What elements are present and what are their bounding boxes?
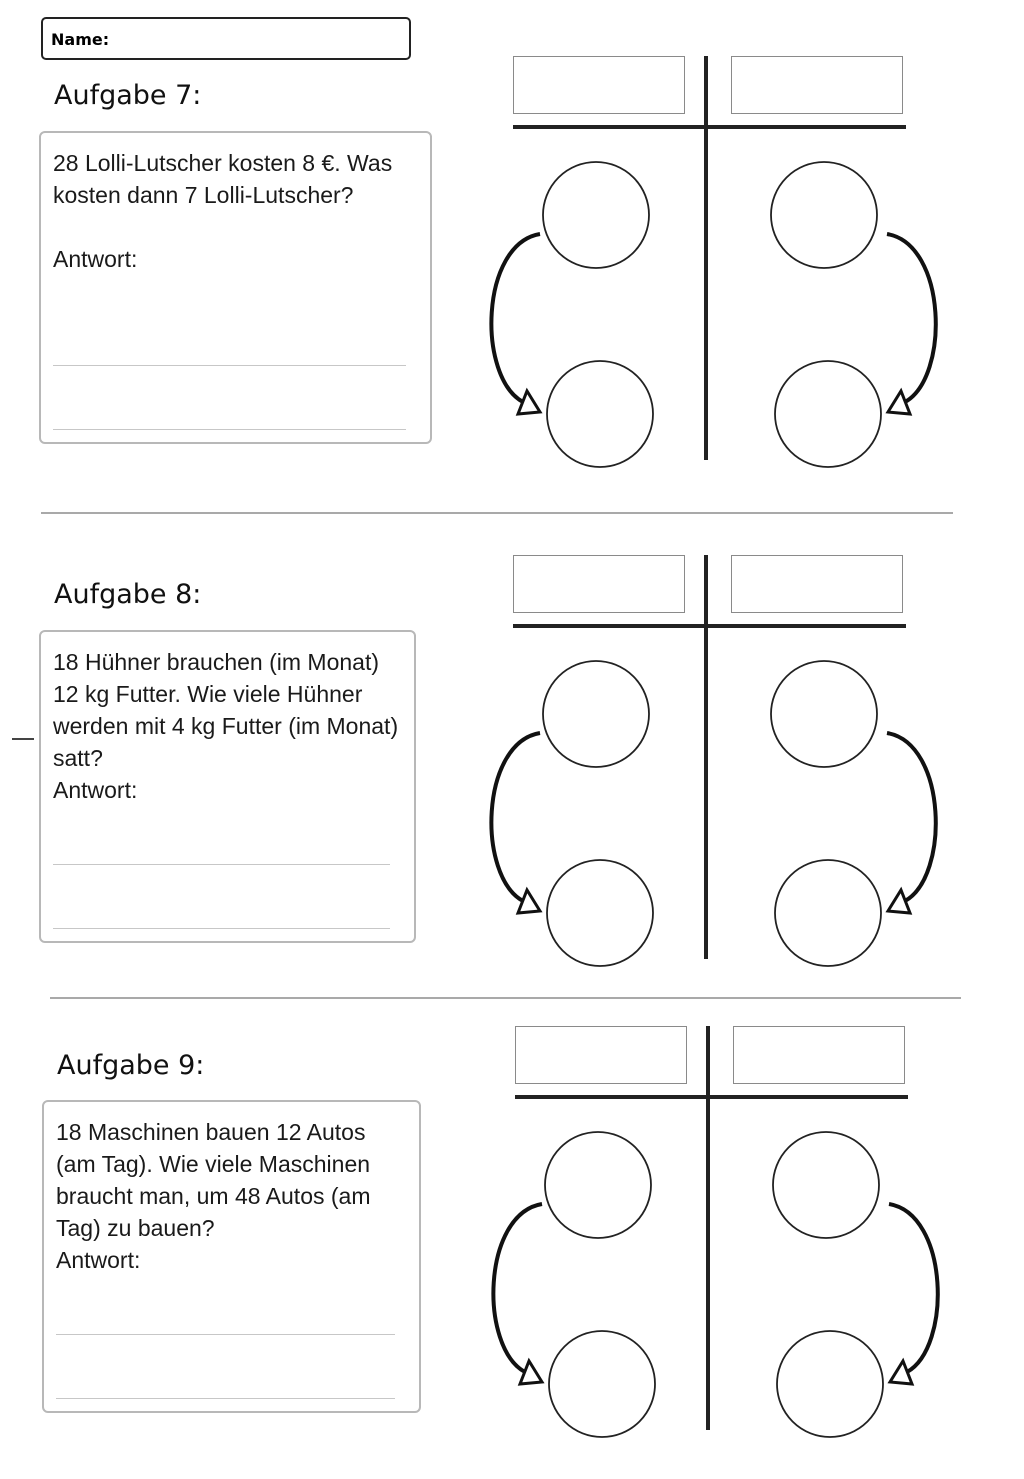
task-8-t-chart	[485, 551, 945, 971]
task-7-title: Aufgabe 7:	[54, 80, 202, 111]
name-field[interactable]	[41, 17, 411, 60]
task-8-circle-bottom-left[interactable]	[547, 860, 653, 966]
task-8-answer-label: Antwort:	[53, 777, 138, 803]
task-8-text	[53, 646, 403, 806]
task-8-arrow-right	[887, 733, 936, 901]
task-7-circle-top-left[interactable]	[543, 162, 649, 268]
task-8-circle-top-left[interactable]	[543, 661, 649, 767]
task-9-answer-line-1[interactable]	[56, 1334, 395, 1335]
task-7-t-chart	[485, 52, 945, 472]
task-9-box	[42, 1100, 421, 1413]
task-7-text	[53, 147, 408, 275]
task-8-box	[39, 630, 416, 943]
task-7-answer-label: Antwort:	[53, 246, 138, 272]
task-8-title: Aufgabe 8:	[54, 579, 202, 610]
task-9-circle-bottom-right[interactable]	[777, 1331, 883, 1437]
task-9-answer-line-2[interactable]	[56, 1398, 395, 1399]
task-9-title: Aufgabe 9:	[57, 1050, 205, 1081]
task-7-question: 28 Lolli-Lutscher kosten 8 €. Was kosten dann 7 Lolli-Lutscher?	[53, 150, 393, 208]
task-9-diagram	[487, 1022, 947, 1442]
task-8-question: 18 Hühner brauchen (im Monat) 12 kg Futter. Wie viele Hühner werden mit 4 kg Futter (im Monat) satt?	[53, 649, 399, 771]
task-7-arrow-right	[887, 234, 936, 402]
task-9-t-chart	[487, 1022, 947, 1442]
task-8-circle-top-right[interactable]	[771, 661, 877, 767]
task-9-circle-bottom-left[interactable]	[549, 1331, 655, 1437]
separator-1	[41, 512, 953, 514]
task-7-circle-top-right[interactable]	[771, 162, 877, 268]
task-8-answer-line-2[interactable]	[53, 928, 390, 929]
task-9-question: 18 Maschinen bauen 12 Autos (am Tag). Wie viele Maschinen braucht man, um 48 Autos (am Tag) zu bauen?	[56, 1119, 371, 1241]
margin-mark	[12, 738, 34, 740]
task-8-arrow-left	[491, 733, 540, 901]
separator-2	[50, 997, 961, 999]
task-9-text	[56, 1116, 406, 1276]
task-9-arrow-left	[493, 1204, 542, 1372]
task-7-diagram	[485, 52, 945, 472]
task-8-circle-bottom-right[interactable]	[775, 860, 881, 966]
task-9-answer-label: Antwort:	[56, 1247, 141, 1273]
task-9-circle-top-right[interactable]	[773, 1132, 879, 1238]
task-7-arrow-left	[491, 234, 540, 402]
name-label: Name:	[51, 30, 110, 49]
task-7-box	[39, 131, 432, 444]
task-7-answer-line-1[interactable]	[53, 365, 406, 366]
task-7-answer-line-2[interactable]	[53, 429, 406, 430]
task-8-diagram	[485, 551, 945, 971]
task-7-circle-bottom-right[interactable]	[775, 361, 881, 467]
task-7-circle-bottom-left[interactable]	[547, 361, 653, 467]
task-9-circle-top-left[interactable]	[545, 1132, 651, 1238]
task-8-answer-line-1[interactable]	[53, 864, 390, 865]
task-9-arrow-right	[889, 1204, 938, 1372]
